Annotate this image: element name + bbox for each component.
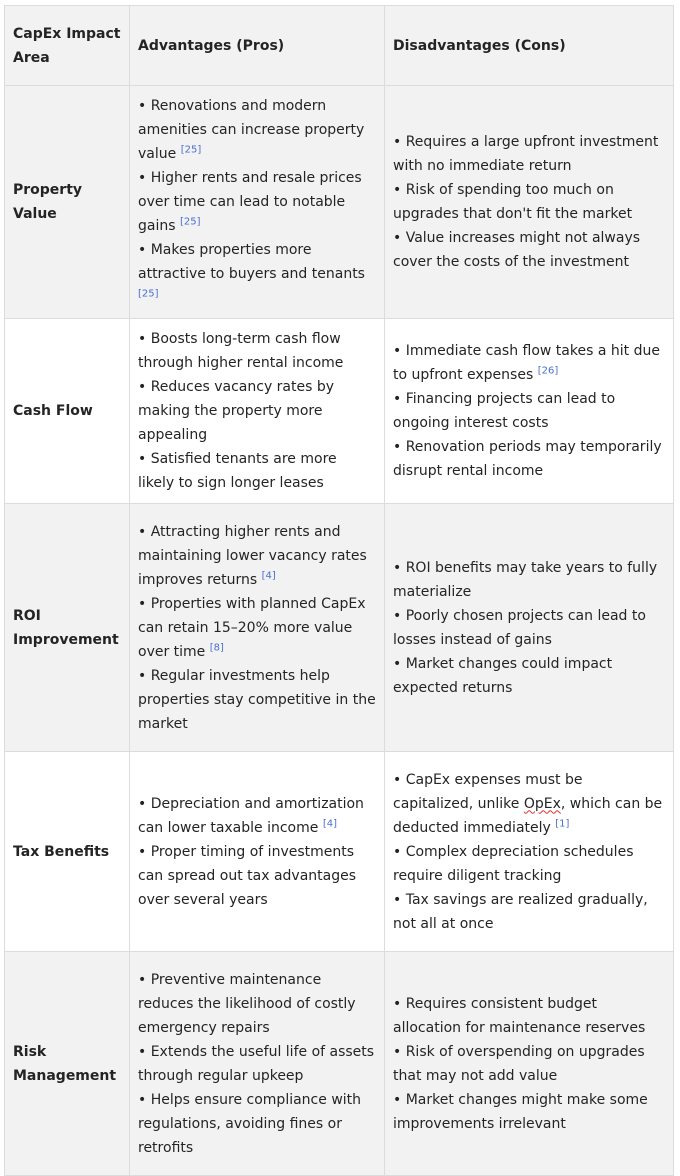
advantages-cell [130, 752, 385, 952]
table-row [5, 86, 674, 319]
item-text: • Properties with planned CapEx can retain 15–20% more value over time [138, 595, 366, 660]
disadvantage-item [393, 1088, 665, 1136]
table-row [5, 752, 674, 952]
item-text: • Satisfied tenants are more likely to sign longer leases [138, 451, 337, 491]
item-text: • Requires a large upfront investment with no immediate return [393, 134, 659, 174]
item-text: • Value increases might not always cover the costs of the investment [393, 230, 641, 270]
disadvantage-item [393, 840, 665, 888]
capex-impact-table [4, 5, 674, 1176]
disadvantages-cell [385, 504, 674, 752]
citation-link[interactable]: [25] [180, 144, 202, 156]
impact-area-cell: Cash Flow [5, 319, 130, 504]
advantage-item [138, 1040, 376, 1088]
item-text: • Attracting higher rents and maintaining lower vacancy rates improves returns [138, 523, 367, 588]
item-text: • Poorly chosen projects can lead to losses instead of gains [393, 607, 646, 648]
advantage-item [138, 968, 376, 1040]
disadvantage-item [393, 435, 665, 483]
item-text: • Extends the useful life of assets through regular upkeep [138, 1043, 375, 1084]
impact-area-cell: Property Value [5, 86, 130, 319]
item-text: • Helps ensure compliance with regulations, avoiding fines or retrofits [138, 1091, 362, 1156]
item-text: • Regular investments help properties stay competitive in the market [138, 667, 376, 732]
disadvantage-item [393, 1040, 665, 1088]
item-text: • Complex depreciation schedules require diligent tracking [393, 843, 634, 884]
item-text: • CapEx expenses must be capitalized, unlike OpEx, which can be deducted immediately [393, 771, 663, 836]
table-header-row [5, 6, 674, 86]
header-advantages: Advantages (Pros) [130, 6, 385, 86]
advantage-item [138, 375, 376, 447]
advantage-item [138, 592, 376, 664]
table-row [5, 319, 674, 504]
item-text: • Market changes could impact expected returns [393, 655, 613, 696]
citation-link[interactable]: [25] [179, 216, 201, 228]
item-text: • Tax savings are realized gradually, not all at once [393, 891, 648, 932]
disadvantage-item [393, 130, 665, 178]
advantage-item [138, 166, 376, 238]
item-text: • Renovations and modern amenities can increase property value [138, 98, 365, 162]
disadvantage-item [393, 604, 665, 652]
item-text: • Preventive maintenance reduces the likelihood of costly emergency repairs [138, 971, 356, 1036]
item-text: • Higher rents and resale prices over time can lead to notable gains [138, 170, 362, 234]
item-text: • Immediate cash flow takes a hit due to upfront expenses [393, 343, 660, 383]
citation-link[interactable]: [1] [555, 817, 570, 829]
disadvantages-cell [385, 952, 674, 1176]
disadvantage-item [393, 339, 665, 387]
table-row [5, 504, 674, 752]
item-text: • Proper timing of investments can spread out tax advantages over several years [138, 843, 357, 908]
disadvantage-item [393, 652, 665, 700]
impact-area-cell: Tax Benefits [5, 752, 130, 952]
advantage-item [138, 94, 376, 166]
disadvantages-cell [385, 319, 674, 504]
citation-link[interactable]: [4] [261, 569, 276, 581]
disadvantage-item [393, 768, 665, 840]
disadvantage-item [393, 226, 665, 274]
impact-area-cell: ROI Improvement [5, 504, 130, 752]
disadvantages-cell [385, 752, 674, 952]
citation-link[interactable]: [8] [209, 641, 224, 653]
item-text: • Requires consistent budget allocation for maintenance reserves [393, 995, 646, 1036]
advantage-item [138, 664, 376, 736]
citation-link[interactable]: [4] [322, 817, 337, 829]
header-impact-area: CapEx Impact Area [5, 6, 130, 86]
advantage-item [138, 520, 376, 592]
advantages-cell [130, 504, 385, 752]
item-text: • Risk of overspending on upgrades that may not add value [393, 1043, 645, 1084]
disadvantage-item [393, 178, 665, 226]
item-text: • Boosts long-term cash flow through higher rental income [138, 331, 344, 371]
item-text: • Financing projects can lead to ongoing interest costs [393, 391, 616, 431]
disadvantage-item [393, 556, 665, 604]
item-text: • Risk of spending too much on upgrades that don't fit the market [393, 182, 633, 222]
advantage-item [138, 1088, 376, 1160]
header-disadvantages: Disadvantages (Cons) [385, 6, 674, 86]
item-text: • Renovation periods may temporarily disrupt rental income [393, 439, 662, 479]
disadvantage-item [393, 888, 665, 936]
item-text: • Reduces vacancy rates by making the property more appealing [138, 379, 335, 443]
advantage-item [138, 840, 376, 912]
advantages-cell [130, 952, 385, 1176]
item-text: • Makes properties more attractive to buyers and tenants [138, 242, 365, 282]
impact-area-cell: Risk Management [5, 952, 130, 1176]
advantages-cell [130, 86, 385, 319]
citation-link[interactable]: [26] [537, 365, 559, 377]
advantage-item [138, 238, 376, 310]
advantage-item [138, 327, 376, 375]
advantage-item [138, 447, 376, 495]
table-row [5, 952, 674, 1176]
disadvantage-item [393, 992, 665, 1040]
citation-link[interactable]: [25] [138, 288, 159, 300]
item-text: • Depreciation and amortization can lower taxable income [138, 795, 364, 836]
item-text: • ROI benefits may take years to fully materialize [393, 559, 658, 600]
disadvantage-item [393, 387, 665, 435]
advantage-item [138, 792, 376, 840]
disadvantages-cell [385, 86, 674, 319]
item-text: • Market changes might make some improvements irrelevant [393, 1091, 648, 1132]
advantages-cell [130, 319, 385, 504]
